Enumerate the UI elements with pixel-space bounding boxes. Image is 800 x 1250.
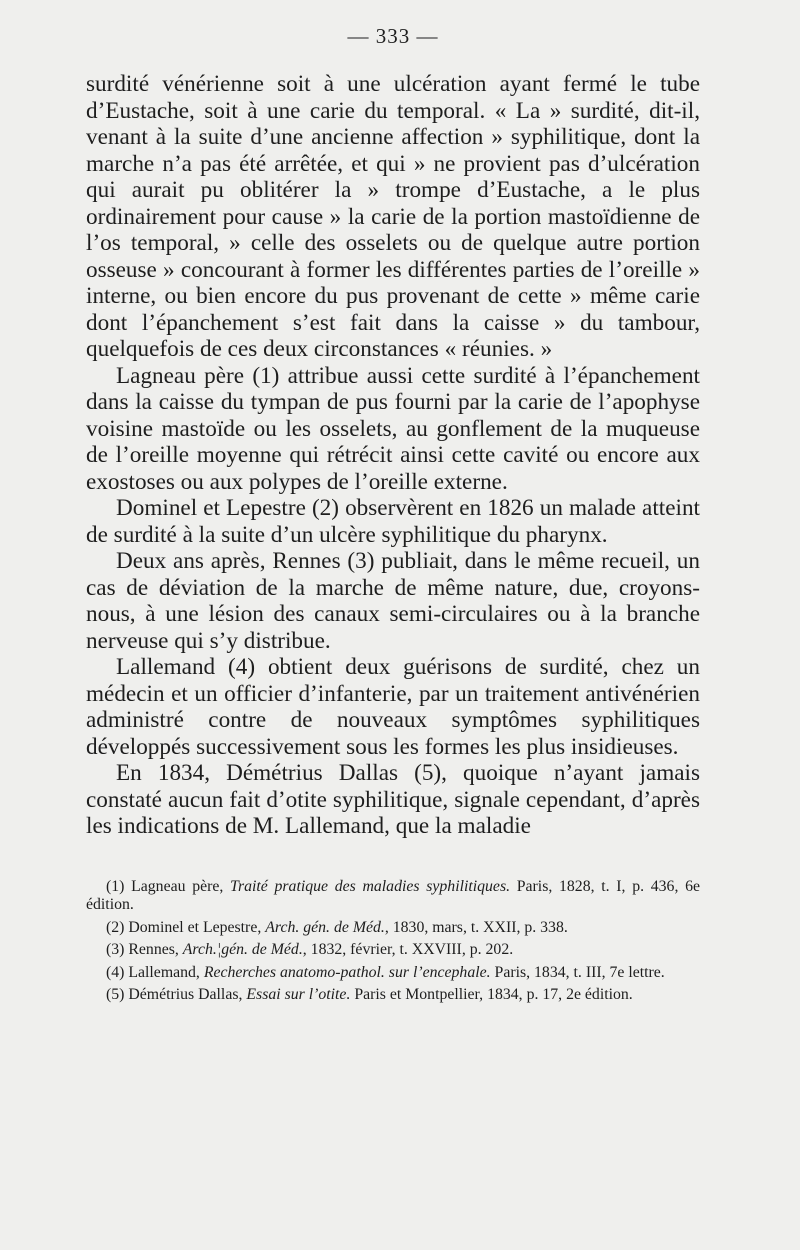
footnote-title: Essai sur l’otite. [246, 986, 351, 1003]
paragraph-dallas: En 1834, Démétrius Dallas (5), quoique n’ayant jamais constaté aucun fait d’otite syphilitique, signale cependant, d’après les indications de M. Lallemand, que la maladie [86, 760, 700, 839]
body-text [86, 71, 700, 840]
footnote-title: Traité pratique des maladies syphilitiques. [230, 877, 511, 895]
paragraph-lallemand: Lallemand (4) obtient deux guérisons de surdité, chez un médecin et un officier d’infanterie, par un traitement antivénérien administré contre de nouveaux symptômes syphilitiques développés successivement sous les formes les plus insidieuses. [86, 654, 700, 760]
paragraph-continuation: surdité vénérienne soit à une ulcération ayant fermé le tube d’Eustache, soit à une carie du temporal. « La » surdité, dit-il, venant à la suite d’une ancienne affection » syphilitique, dont la marche n’a pas été arrêtée, et qui » ne provient pas d’ulcération qui aurait pu oblitérer la » trompe d’Eustache, a le plus ordinairement pour cause » la carie de la portion mastoïdienne de l’os temporal, » celle des osselets ou de quelque autre portion osseuse » concourant à former les différentes parties de l’oreille » interne, ou bien encore du pus provenant de cette » même carie dont l’épanchement s’est fait dans la caisse » du tambour, quelquefois de ces deux circonstances « réunies. » [86, 71, 700, 362]
footnote-title: Arch.¦gén. de Méd. [182, 941, 303, 958]
footnote-details: Paris, 1834, t. III, 7e lettre. [490, 963, 665, 981]
footnote-marker: (4) [106, 963, 125, 981]
footnote-5 [86, 986, 700, 1005]
footnote-author: Rennes, [124, 941, 183, 958]
footnote-3 [86, 941, 700, 960]
footnote-title: Recherches anatomo-pathol. sur l’encephale. [203, 963, 491, 981]
footnote-title: Arch. gén. de Méd. [265, 918, 385, 936]
footnote-1 [86, 878, 700, 915]
footnote-2 [86, 919, 700, 938]
footnote-details: Paris et Montpellier, 1834, p. 17, 2e édition. [350, 986, 633, 1003]
paragraph-lagneau: Lagneau père (1) attribue aussi cette surdité à l’épanchement dans la caisse du tympan de pus fourni par la carie de l’apophyse voisine mastoïde ou les osselets, au gonflement de la muqueuse de l’oreille moyenne qui rétrécit ainsi cette cavité ou encore aux exostoses ou aux polypes de l’oreille externe. [86, 362, 700, 495]
footnote-marker: (1) [106, 877, 125, 895]
footnote-marker: (3) [106, 941, 125, 958]
footnote-marker: (5) [106, 986, 125, 1003]
paragraph-rennes: Deux ans après, Rennes (3) publiait, dans le même recueil, un cas de déviation de la marche de même nature, due, croyons-nous, à une lésion des canaux semi-circulaires ou à la branche nerveuse qui s’y distribue. [86, 548, 700, 654]
page-number: — 333 — [347, 24, 439, 48]
footnote-marker: (2) [106, 918, 125, 936]
footnotes [86, 878, 700, 1005]
footnote-author: Dominel et Lepestre, [124, 918, 266, 936]
footnote-author: Lagneau père, [124, 877, 231, 895]
footnote-author: Lallemand, [124, 963, 204, 981]
footnote-4 [86, 964, 700, 983]
footnote-details: Paris, 1828, t. I, p. 436, 6e édition. [86, 877, 701, 913]
footnote-details: , 1830, mars, t. XXII, p. 338. [384, 918, 568, 936]
paragraph-dominel: Dominel et Lepestre (2) observèrent en 1826 un malade atteint de surdité à la suite d’un ulcère syphilitique du pharynx. [86, 495, 700, 548]
footnote-author: Démétrius Dallas, [124, 986, 247, 1003]
footnote-details: , 1832, février, t. XXVIII, p. 202. [302, 941, 514, 958]
